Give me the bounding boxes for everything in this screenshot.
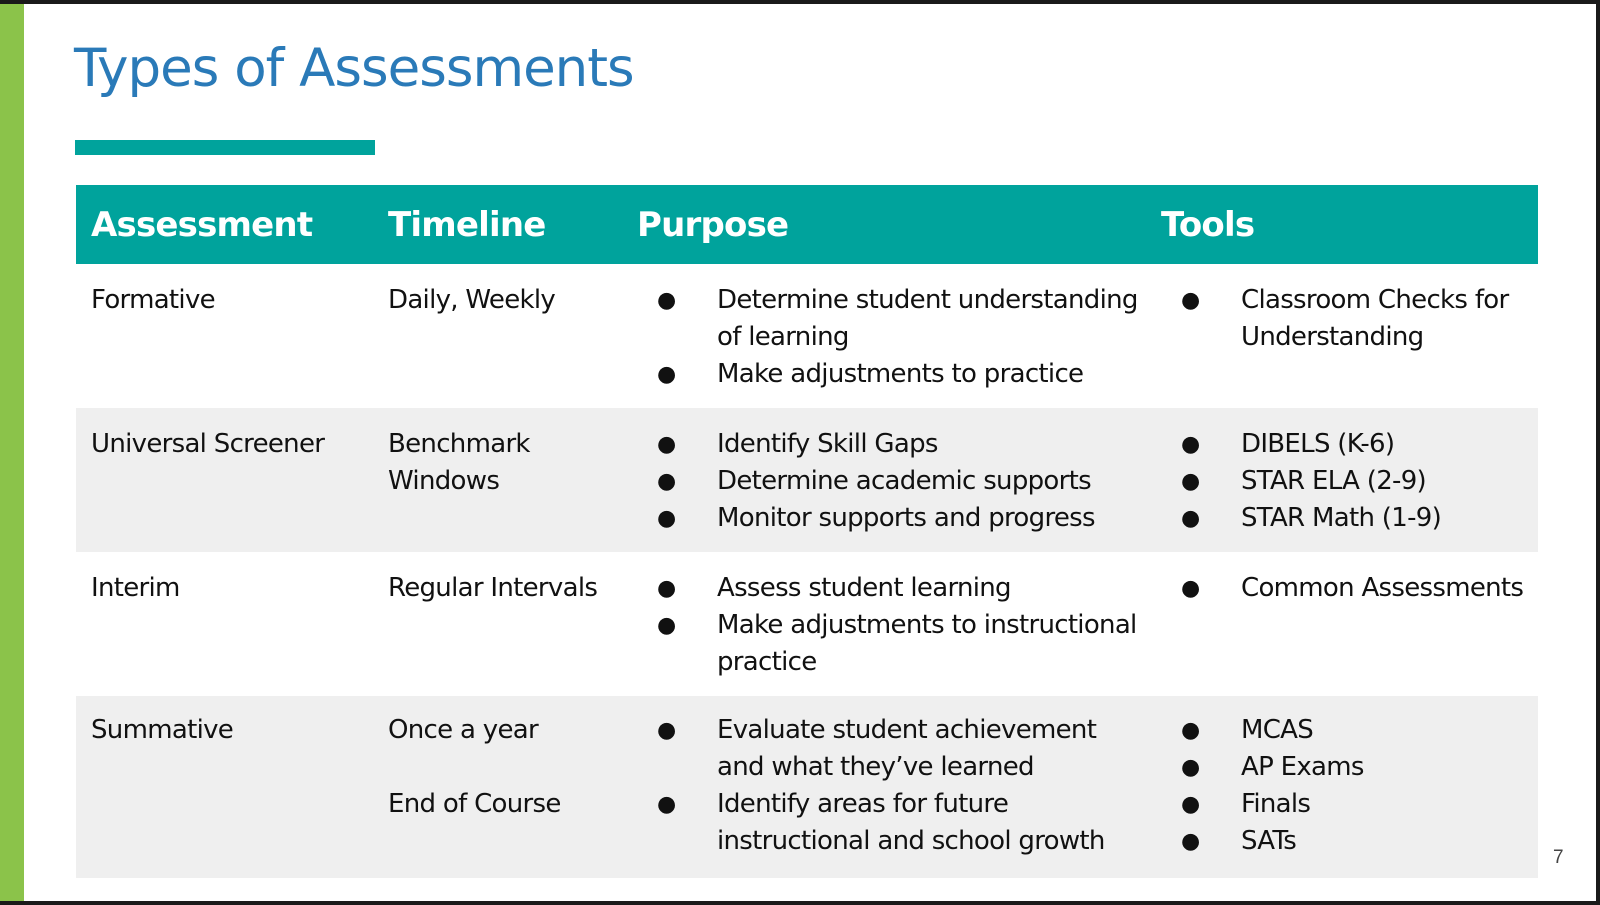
tools-list <box>1161 570 1538 607</box>
tools-list <box>1161 282 1538 356</box>
purpose-item: ● Determine student understanding of learning <box>637 282 1146 356</box>
assessment-cell: Interim <box>91 573 180 603</box>
header-tools: Tools <box>1161 204 1255 245</box>
timeline-cell <box>373 408 622 552</box>
page-number: 7 <box>1553 847 1564 868</box>
purpose-cell <box>622 264 1146 408</box>
timeline-text: Once a year <box>388 715 539 745</box>
purpose-list <box>637 570 1146 681</box>
tools-list <box>1161 426 1538 537</box>
purpose-item: ● Make adjustments to practice <box>637 356 1146 393</box>
purpose-cell <box>622 408 1146 552</box>
purpose-list <box>637 282 1146 393</box>
purpose-list <box>637 712 1146 860</box>
tool-item: ● STAR ELA (2-9) <box>1161 463 1538 500</box>
table-header-row <box>76 185 1538 264</box>
tool-item: ● SATs <box>1161 823 1538 860</box>
tool-item: ● MCAS <box>1161 712 1538 749</box>
purpose-item: ● Determine academic supports <box>637 463 1146 500</box>
purpose-item: ● Identify areas for future instructional and school growth <box>637 786 1146 860</box>
timeline-text: End of Course <box>388 789 561 819</box>
tools-cell <box>1146 696 1538 878</box>
purpose-item: ● Make adjustments to instructional practice <box>637 607 1146 681</box>
timeline-text: Regular Intervals <box>388 573 598 603</box>
slide <box>0 4 1596 901</box>
assessment-cell: Formative <box>91 285 215 315</box>
tool-item: ● Common Assessments <box>1161 570 1538 607</box>
timeline-text: Benchmark Windows <box>388 429 530 496</box>
left-accent-bar <box>0 4 24 901</box>
tools-cell <box>1146 408 1538 552</box>
purpose-cell <box>622 696 1146 878</box>
table-row-summative <box>76 696 1538 878</box>
tools-cell <box>1146 552 1538 696</box>
assessment-cell: Summative <box>91 715 234 745</box>
purpose-item: ● Assess student learning <box>637 570 1146 607</box>
tools-cell <box>1146 264 1538 408</box>
purpose-cell <box>622 552 1146 696</box>
title-underline <box>75 140 375 155</box>
timeline-cell <box>373 264 622 408</box>
header-purpose: Purpose <box>637 204 789 245</box>
tool-item: ● Classroom Checks for Understanding <box>1161 282 1538 356</box>
table-row-formative <box>76 264 1538 408</box>
timeline-text: Daily, Weekly <box>388 285 556 315</box>
tool-item: ● STAR Math (1-9) <box>1161 500 1538 537</box>
timeline-cell <box>373 552 622 696</box>
tools-list <box>1161 712 1538 860</box>
purpose-item: ● Evaluate student achievement and what they’ve learned <box>637 712 1146 786</box>
header-timeline: Timeline <box>388 204 546 245</box>
table-row-interim <box>76 552 1538 696</box>
purpose-item: ● Identify Skill Gaps <box>637 426 1146 463</box>
timeline-cell <box>373 696 622 878</box>
assessment-cell: Universal Screener <box>91 429 325 459</box>
slide-title: Types of Assessments <box>74 38 634 99</box>
table-row-universal-screener <box>76 408 1538 552</box>
assessment-table <box>76 185 1538 878</box>
purpose-item: ● Monitor supports and progress <box>637 500 1146 537</box>
header-assessment: Assessment <box>91 204 313 245</box>
tool-item: ● DIBELS (K-6) <box>1161 426 1538 463</box>
tool-item: ● AP Exams <box>1161 749 1538 786</box>
purpose-list <box>637 426 1146 537</box>
tool-item: ● Finals <box>1161 786 1538 823</box>
